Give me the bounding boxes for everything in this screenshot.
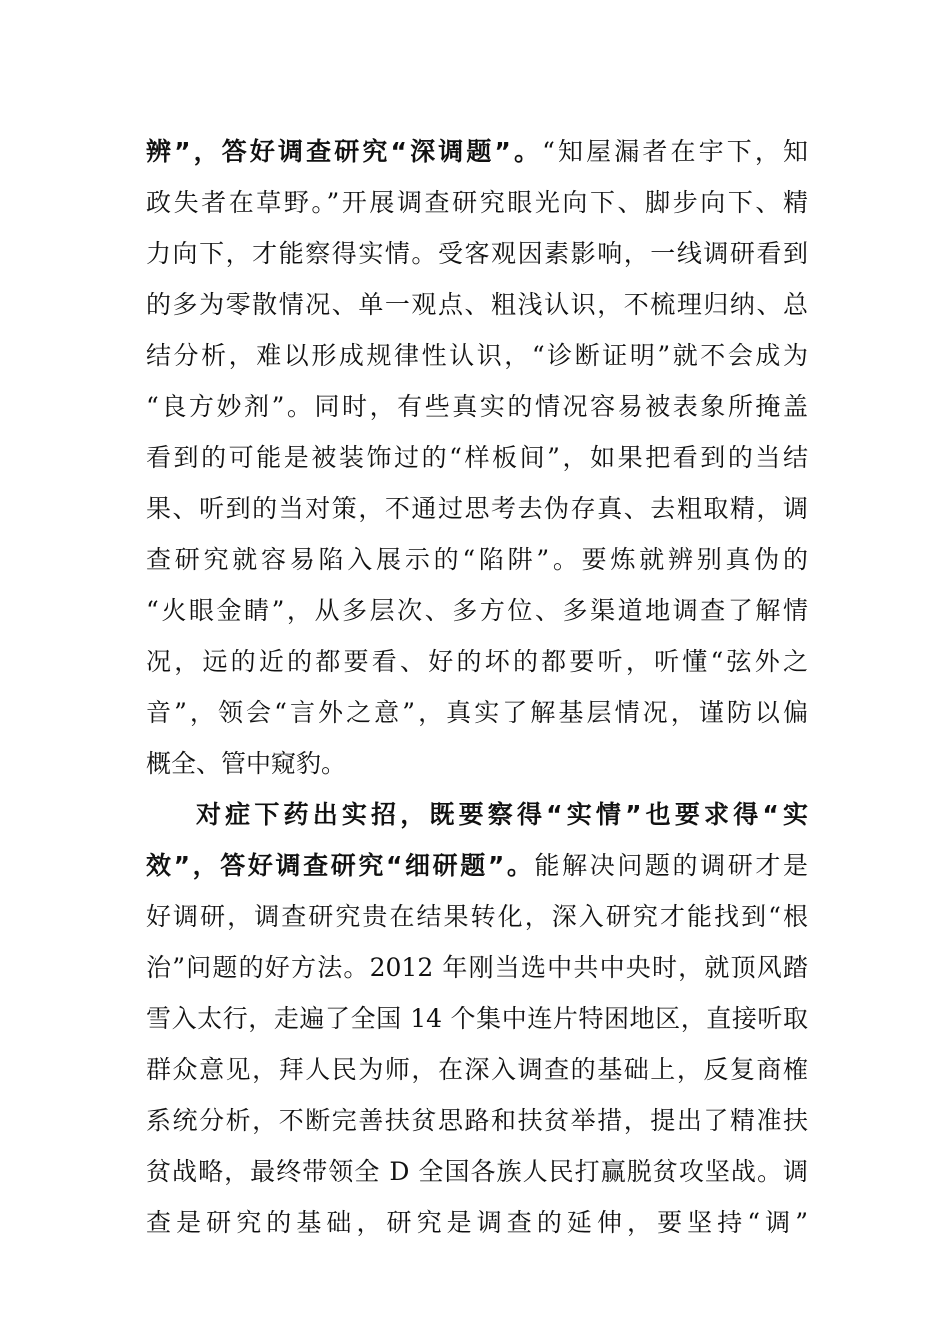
paragraph-1-line-1 [146,126,808,177]
paragraph-2-heading-line-1: 对症下药出实招，既要察得“实情”也要求得“实 [196,800,808,829]
document-body [146,126,808,1248]
paragraph-1-line: 果、听到的当对策，不通过思考去伪存真、去粗取精，调 [146,494,808,523]
paragraph-1-line: 查研究就容易陷入展示的“陷阱”。要炼就辨别真伪的 [146,545,808,574]
paragraph-1-line: 看到的可能是被装饰过的“样板间”，如果把看到的当结 [146,443,808,472]
paragraph-1-line: 况，远的近的都要看、好的坏的都要听，听懂“弦外之 [146,647,808,676]
paragraph-2-line: 好调研，调查研究贵在结果转化，深入研究才能找到“根 [146,902,808,931]
paragraph-1-heading-tail: 辨”，答好调查研究“深调题”。 [146,137,543,166]
paragraph-2-line: 贫战略，最终带领全 D 全国各族人民打赢脱贫攻坚战。调 [146,1157,808,1186]
paragraph-2-line: 雪入太行，走遍了全国 14 个集中连片特困地区，直接听取 [146,1004,808,1033]
paragraph-1-line: 音”，领会“言外之意”，真实了解基层情况，谨防以偏 [146,698,808,727]
paragraph-2-line: 群众意见，拜人民为师，在深入调查的基础上，反复商榷 [146,1055,808,1084]
paragraph-1-line: “火眼金睛”，从多层次、多方位、多渠道地调查了解情 [146,596,808,625]
paragraph-2-line: 治”问题的好方法。2012 年刚当选中共中央时，就顶风踏 [146,953,808,982]
paragraph-2-line: 查是研究的基础，研究是调查的延伸，要坚持“调” [146,1208,808,1237]
paragraph-1-line: 政失者在草野。”开展调查研究眼光向下、脚步向下、精 [146,188,808,217]
paragraph-1-line: 力向下，才能察得实情。受客观因素影响，一线调研看到 [146,239,808,268]
paragraph-1-line: 的多为零散情况、单一观点、粗浅认识，不梳理归纳、总 [146,290,808,319]
paragraph-2-heading-tail: 效”，答好调查研究“细研题”。 [146,851,535,880]
paragraph-1-line: “良方妙剂”。同时，有些真实的情况容易被表象所掩盖 [146,392,808,421]
paragraph-1-line: 结分析，难以形成规律性认识，“诊断证明”就不会成为 [146,341,808,370]
paragraph-2-line-2-text: 能解决问题的调研才是 [534,851,808,880]
paragraph-1-line: 概全、管中窥豹。 [146,749,347,778]
paragraph-2-line-2 [146,840,808,891]
paragraph-2-line: 系统分析，不断完善扶贫思路和扶贫举措，提出了精准扶 [146,1106,808,1135]
paragraph-1-line-1-text: “知屋漏者在宇下，知 [542,137,808,166]
